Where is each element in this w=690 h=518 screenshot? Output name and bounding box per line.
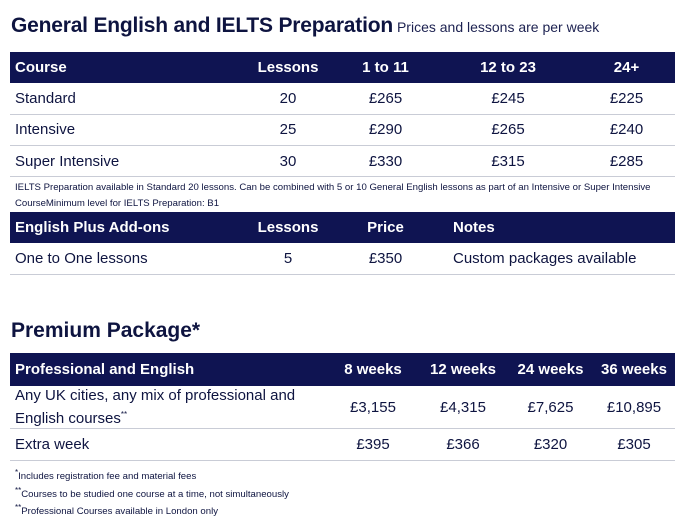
price-cell: £10,895 — [593, 386, 675, 429]
header-12-to-23: 12 to 23 — [438, 52, 578, 83]
footnote — [15, 501, 289, 518]
footnotes — [15, 466, 289, 518]
footnote — [15, 484, 289, 502]
course-name: Super Intensive — [10, 146, 243, 177]
header-24-plus: 24+ — [578, 52, 675, 83]
price-cell: £330 — [333, 146, 438, 177]
header-8-weeks: 8 weeks — [328, 353, 418, 386]
price-cell: £350 — [333, 243, 438, 274]
price-cell: £245 — [438, 83, 578, 114]
header-lessons: Lessons — [243, 52, 333, 83]
header-course: Course — [10, 52, 243, 83]
premium-table — [10, 353, 675, 461]
footnote-mark: ** — [15, 503, 22, 513]
notes-cell: Custom packages available — [438, 243, 675, 274]
table-row — [10, 243, 675, 274]
premium-header-row — [10, 353, 675, 386]
header-price: Price — [333, 212, 438, 243]
footnote-mark: ** — [15, 485, 22, 495]
lessons-cell: 25 — [243, 114, 333, 145]
header-24-weeks: 24 weeks — [508, 353, 593, 386]
course-name: Intensive — [10, 114, 243, 145]
package-label-text: Any UK cities, any mix of professional and English courses — [15, 387, 296, 427]
footnote — [15, 466, 289, 484]
price-cell: £315 — [438, 146, 578, 177]
header-notes: Notes — [438, 212, 675, 243]
price-cell: £7,625 — [508, 386, 593, 429]
price-cell: £225 — [578, 83, 675, 114]
course-name: Standard — [10, 83, 243, 114]
footnote-text: Courses to be studied one course at a time, not simultaneously — [21, 488, 289, 500]
header-1-to-11: 1 to 11 — [333, 52, 438, 83]
page-heading — [11, 14, 599, 38]
header-12-weeks: 12 weeks — [418, 353, 508, 386]
courses-header-row — [10, 52, 675, 83]
table-row — [10, 114, 675, 145]
package-label: Extra week — [10, 429, 328, 461]
price-cell: £240 — [578, 114, 675, 145]
price-cell: £366 — [418, 429, 508, 461]
addon-name: One to One lessons — [10, 243, 243, 274]
header-36-weeks: 36 weeks — [593, 353, 675, 386]
header-addons: English Plus Add-ons — [10, 212, 243, 243]
premium-heading: Premium Package* — [11, 319, 201, 342]
addons-header-row — [10, 212, 675, 243]
ielts-note: IELTS Preparation available in Standard 20 lessons. Can be combined with 5 or 10 General English lessons as part of an Intensive or Super Intensive CourseMinimum level for IELTS Preparation: B1 — [15, 182, 651, 209]
footnote-text: Includes registration fee and material fees — [18, 471, 197, 483]
table-row — [10, 146, 675, 177]
header-professional-english: Professional and English — [10, 353, 328, 386]
footnote-mark: * — [15, 468, 19, 477]
footnote-text: Professional Courses available in London only — [21, 506, 219, 518]
price-cell: £320 — [508, 429, 593, 461]
package-label-sup: ** — [120, 410, 128, 419]
table-row — [10, 429, 675, 461]
price-cell: £290 — [333, 114, 438, 145]
package-label — [10, 386, 328, 429]
page-subtitle: Prices and lessons are per week — [396, 19, 600, 35]
price-cell: £4,315 — [418, 386, 508, 429]
price-cell: £305 — [593, 429, 675, 461]
price-cell: £3,155 — [328, 386, 418, 429]
price-cell: £395 — [328, 429, 418, 461]
table-row — [10, 386, 675, 429]
lessons-cell: 20 — [243, 83, 333, 114]
page-title: General English and IELTS Preparation — [11, 14, 393, 37]
table-row — [10, 83, 675, 114]
addons-table — [10, 212, 675, 275]
price-cell: £285 — [578, 146, 675, 177]
price-cell: £265 — [333, 83, 438, 114]
lessons-cell: 30 — [243, 146, 333, 177]
price-cell: £265 — [438, 114, 578, 145]
courses-table — [10, 52, 675, 177]
lessons-cell: 5 — [243, 243, 333, 274]
header-lessons: Lessons — [243, 212, 333, 243]
